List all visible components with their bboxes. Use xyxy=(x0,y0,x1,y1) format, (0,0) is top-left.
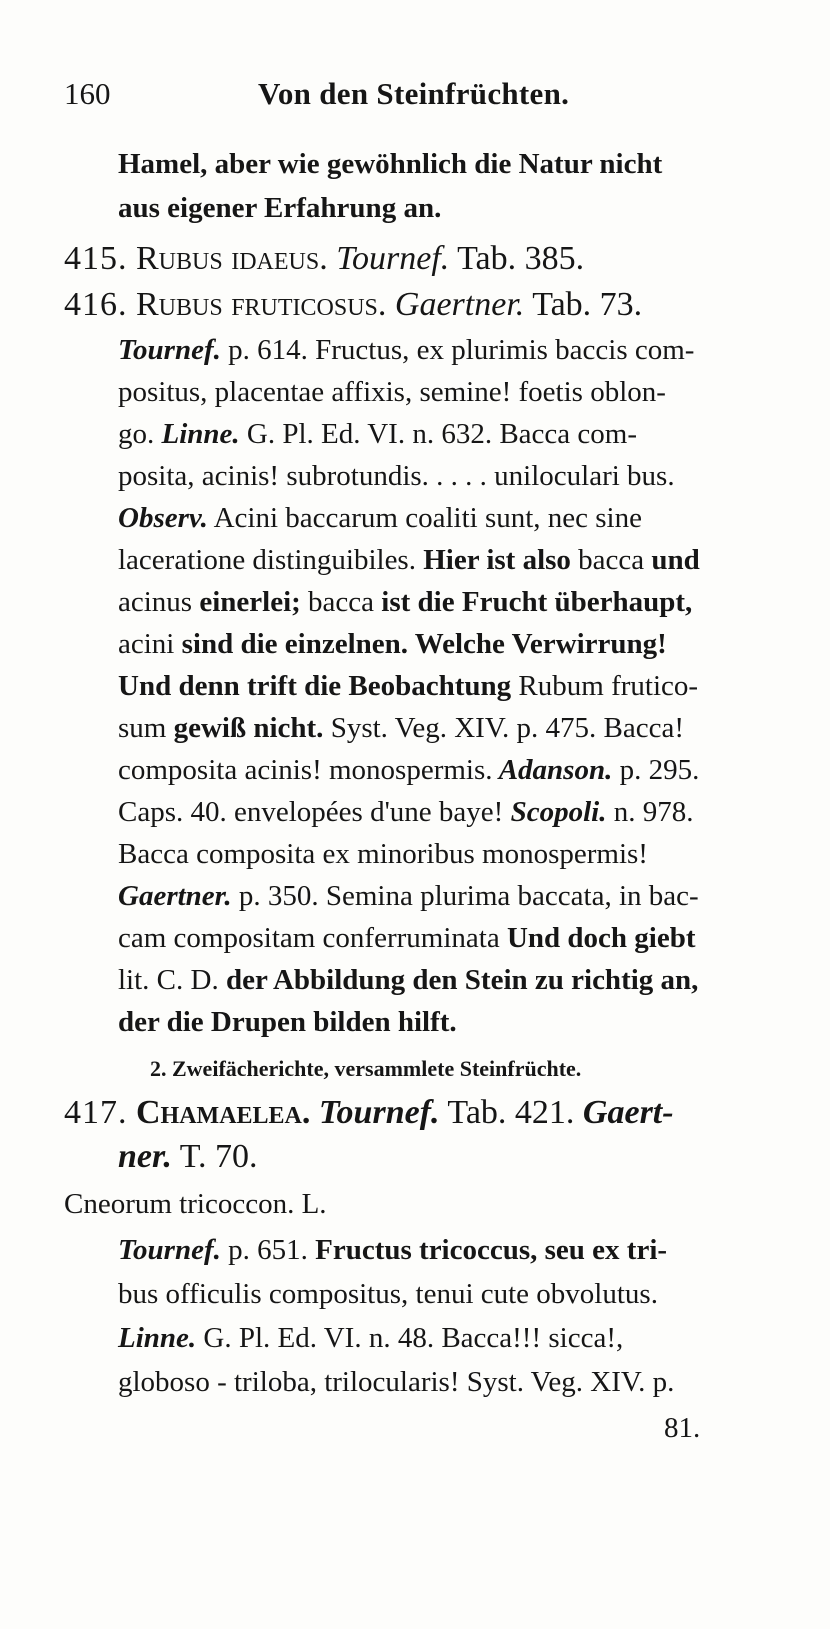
author-ref: ner. xyxy=(118,1138,172,1175)
text-span: sum xyxy=(118,712,167,744)
running-title: Von den Steinfrüchten. xyxy=(258,76,570,111)
text-span: composita acinis! monospermis. xyxy=(118,754,493,786)
text-span: p. 651. xyxy=(220,1234,308,1266)
text-line-6: positus, placentae affixis, semine! foetis oblon- xyxy=(118,376,666,408)
german-span: sind die einzelnen. Welche Verwirrung! xyxy=(174,628,667,660)
author-ref: Adanson. xyxy=(492,754,613,786)
section-heading: 2. Zweifächerichte, versammlete Steinfrüchte. xyxy=(150,1056,582,1081)
entry-416 xyxy=(64,288,642,322)
author-ref: Scopoli. xyxy=(503,796,607,828)
species-name: Rubus idaeus. xyxy=(136,240,328,277)
species-name: Rubus fruticosus. xyxy=(136,286,387,323)
text-line-12 xyxy=(118,630,667,659)
text-span: Acini baccarum coaliti sunt, nec sine xyxy=(207,502,642,534)
text-line-7 xyxy=(118,420,637,449)
text-line-2: aus eigener Erfahrung an. xyxy=(118,192,442,224)
text-line-25: Cneorum tricoccon. L. xyxy=(64,1188,327,1220)
text-line-9 xyxy=(118,504,642,533)
text-span: p. 350. Semina plurima baccata, in bac- xyxy=(231,880,699,912)
text-line-16 xyxy=(118,798,693,827)
german-span: und xyxy=(644,544,700,576)
text-span: lit. C. D. xyxy=(118,964,219,996)
text-line-29: globoso - triloba, trilocularis! Syst. Veg. XIV. p. xyxy=(118,1366,675,1398)
text-line-15 xyxy=(118,756,699,785)
text-line-13 xyxy=(118,672,698,701)
german-span: Hier ist also xyxy=(415,544,571,576)
german-span: der Abbildung den Stein zu richtig an, xyxy=(218,964,699,996)
text-span: laceratione distinguibiles. xyxy=(118,544,416,576)
text-line-19 xyxy=(118,924,695,953)
german-span: einerlei; xyxy=(192,586,301,618)
text-line-5 xyxy=(118,336,694,365)
german-span: Und denn trift die Beobachtung xyxy=(118,670,512,702)
text-span: acinus xyxy=(118,586,193,618)
text-line-1: Hamel, aber wie gewöhnlich die Natur nicht xyxy=(118,148,663,180)
text-span: T. 70. xyxy=(171,1138,258,1175)
entry-number: 417. xyxy=(64,1094,128,1131)
author-ref: Linne. xyxy=(161,418,240,450)
page-number: 160 xyxy=(64,76,111,111)
species-name: Chamaelea. xyxy=(136,1094,311,1131)
german-span: gewiß nicht. xyxy=(166,712,324,744)
text-span: Syst. Veg. XIV. p. 475. Bacca! xyxy=(323,712,685,744)
author-ref: Linne. xyxy=(118,1322,197,1354)
text-line-20 xyxy=(118,966,698,995)
entry-415 xyxy=(64,242,584,276)
author-ref: Gaertner. xyxy=(394,286,525,323)
catchword: 81. xyxy=(664,1412,701,1444)
text-span: p. 295. xyxy=(612,754,700,786)
text-span: bacca xyxy=(300,586,375,618)
text-span: n. 978. xyxy=(606,796,694,828)
text-line-10 xyxy=(118,546,700,575)
text-span: G. Pl. Ed. VI. n. 48. Bacca!!! sicca!, xyxy=(196,1322,624,1354)
author-ref: Tournef. xyxy=(118,1234,221,1266)
entry-417 xyxy=(64,1096,674,1130)
text-span: go. xyxy=(118,418,155,450)
text-line-21: der die Drupen bilden hilft. xyxy=(118,1006,457,1038)
plate-ref: Tab. 421. xyxy=(447,1094,575,1131)
emphasis-span: Fructus tricoccus, seu ex tri- xyxy=(307,1234,668,1266)
text-line-11 xyxy=(118,588,692,617)
text-span: bacca xyxy=(570,544,645,576)
text-span: Rubum frutico- xyxy=(511,670,699,702)
text-line-17: Bacca composita ex minoribus monospermis! xyxy=(118,838,648,870)
author-ref: Tournef. xyxy=(318,1094,440,1131)
author-ref: Tournef. xyxy=(118,334,221,366)
text-line-26 xyxy=(118,1236,667,1265)
text-line-14 xyxy=(118,714,684,743)
author-ref: Gaertner. xyxy=(118,880,232,912)
text-line-8: posita, acinis! subrotundis. . . . . uniloculari bus. xyxy=(118,460,675,492)
author-ref: Observ. xyxy=(118,502,208,534)
plate-ref: Tab. 385. xyxy=(457,240,585,277)
plate-ref: Tab. 73. xyxy=(532,286,643,323)
text-line-27: bus officulis compositus, tenui cute obvolutus. xyxy=(118,1278,658,1310)
entry-number: 415. xyxy=(64,240,128,277)
text-span: acini xyxy=(118,628,175,660)
text-line-28 xyxy=(118,1324,623,1353)
text-span: Caps. 40. envelopées d'une baye! xyxy=(118,796,504,828)
text-span: G. Pl. Ed. VI. n. 632. Bacca com- xyxy=(239,418,637,450)
author-ref-2: Gaert- xyxy=(582,1094,674,1131)
entry-number: 416. xyxy=(64,286,128,323)
author-ref: Tournef. xyxy=(336,240,450,277)
text-span: cam compositam conferruminata xyxy=(118,922,500,954)
text-line-24 xyxy=(118,1140,258,1174)
text-line-18 xyxy=(118,882,699,911)
german-span: ist die Frucht überhaupt, xyxy=(374,586,693,618)
text-span: p. 614. Fructus, ex plurimis baccis com- xyxy=(220,334,695,366)
german-span: Und doch giebt xyxy=(499,922,696,954)
